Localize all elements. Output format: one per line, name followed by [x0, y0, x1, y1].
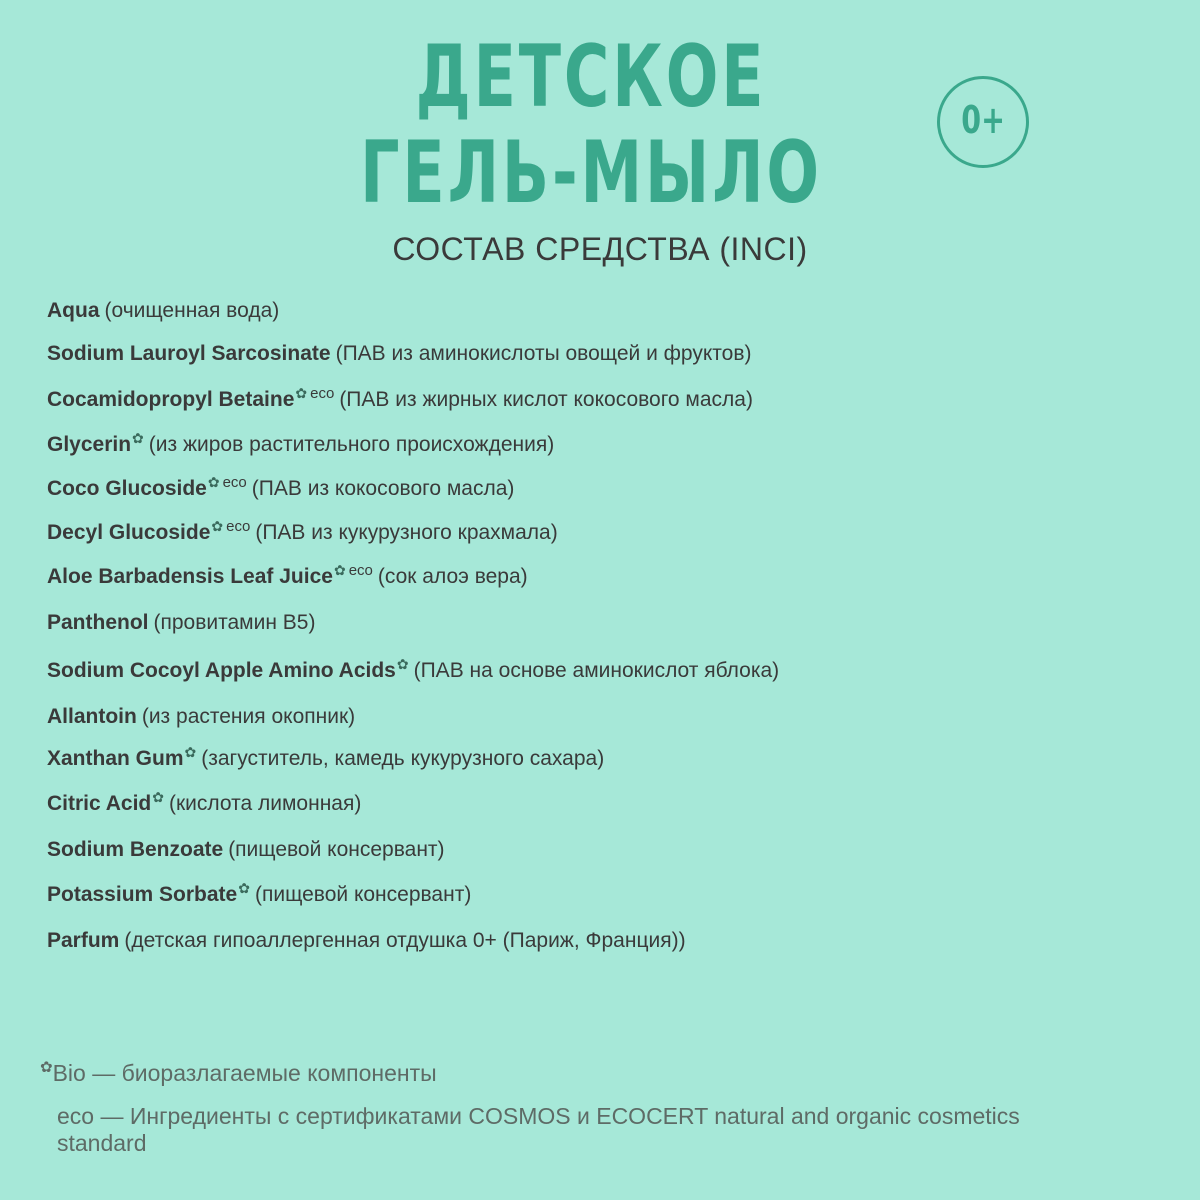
bio-flower-icon: ✿	[132, 430, 144, 446]
ingredient-row	[47, 299, 279, 323]
ingredient-row	[47, 611, 315, 635]
eco-mark: eco	[348, 562, 373, 579]
composition-heading: СОСТАВ СРЕДСТВА (INCI)	[392, 231, 808, 267]
ingredient-row	[47, 385, 753, 412]
ingredient-name: Allantoin	[47, 705, 137, 728]
ingredient-name: Xanthan Gum	[47, 747, 184, 770]
ingredient-desc: (пищевой консервант)	[254, 883, 472, 906]
age-badge	[937, 76, 1029, 168]
ingredient-desc: (провитамин B5)	[153, 611, 316, 634]
ingredient-desc: (сок алоэ вера)	[377, 565, 528, 588]
ingredient-name: Sodium Cocoyl Apple Amino Acids	[47, 659, 396, 682]
bio-flower-icon: ✿	[152, 789, 164, 805]
ingredient-desc: (ПАВ из кукурузного крахмала)	[255, 521, 558, 544]
ingredient-name: Aqua	[47, 299, 100, 322]
ingredient-name: Decyl Glucoside	[47, 521, 211, 544]
eco-mark: eco	[310, 385, 335, 402]
ingredient-row	[47, 342, 752, 366]
ingredient-desc: (детская гипоаллергенная отдушка 0+ (Париж, Франция))	[124, 929, 686, 952]
age-badge-label: 0+	[961, 98, 1005, 142]
title-line-1: ДЕТСКОЕ	[415, 27, 767, 127]
ingredient-row	[47, 518, 558, 545]
ingredient-name: Cocamidopropyl Betaine	[47, 388, 295, 411]
ingredient-name: Potassium Sorbate	[47, 883, 238, 906]
title-line-2: ГЕЛЬ-МЫЛО	[360, 123, 822, 223]
bio-flower-icon: ✿	[396, 656, 409, 672]
ingredient-desc: (ПАВ из кокосового масла)	[251, 477, 515, 500]
ingredient-row	[47, 744, 605, 771]
ingredient-name: Parfum	[47, 929, 120, 952]
ingredient-name: Citric Acid	[47, 792, 152, 815]
ingredient-name: Sodium Benzoate	[47, 838, 224, 861]
ingredient-name: Panthenol	[47, 611, 149, 634]
bio-flower-icon: ✿	[207, 474, 220, 490]
ingredient-desc: (ПАВ из жирных кислот кокосового масла)	[339, 388, 753, 411]
ingredient-row	[47, 929, 686, 953]
bio-footnote	[40, 1060, 437, 1087]
ingredient-name: Glycerin	[47, 433, 132, 456]
ingredient-row	[47, 705, 355, 729]
ingredient-row	[47, 838, 445, 862]
ingredient-name: Coco Glucoside	[47, 477, 207, 500]
bio-flower-icon: ✿	[295, 385, 308, 401]
ingredient-name: Sodium Lauroyl Sarcosinate	[47, 342, 331, 365]
bio-footnote-text: Bio — биоразлагаемые компоненты	[52, 1060, 437, 1086]
ingredient-desc: (очищенная вода)	[104, 299, 280, 322]
ingredient-desc: (ПАВ из аминокислоты овощей и фруктов)	[335, 342, 752, 365]
ingredient-desc: (ПАВ на основе аминокислот яблока)	[413, 659, 780, 682]
eco-footnote: eco — Ингредиенты с сертификатами COSMOS и ECOCERT natural and organic cosmetics standard	[57, 1103, 1020, 1156]
bio-flower-icon: ✿	[184, 744, 197, 760]
ingredient-row	[47, 789, 362, 816]
ingredient-desc: (загуститель, камедь кукурузного сахара)	[201, 747, 605, 770]
bio-flower-icon: ✿	[211, 518, 224, 534]
ingredient-desc: (из растения окопник)	[141, 705, 356, 728]
ingredient-row	[47, 474, 515, 501]
ingredient-row	[47, 656, 780, 683]
ingredient-desc: (из жиров растительного происхождения)	[148, 433, 555, 456]
ingredient-desc: (кислота лимонная)	[168, 792, 362, 815]
bio-flower-icon: ✿	[238, 880, 250, 896]
eco-mark: eco	[226, 518, 251, 535]
ingredient-row	[47, 430, 555, 457]
ingredient-row	[47, 880, 472, 907]
ingredient-desc: (пищевой консервант)	[228, 838, 445, 861]
bio-flower-icon: ✿	[40, 1059, 53, 1076]
eco-mark: eco	[222, 474, 247, 491]
bio-flower-icon: ✿	[333, 562, 346, 578]
ingredient-row	[47, 562, 528, 589]
ingredient-name: Aloe Barbadensis Leaf Juice	[47, 565, 333, 588]
